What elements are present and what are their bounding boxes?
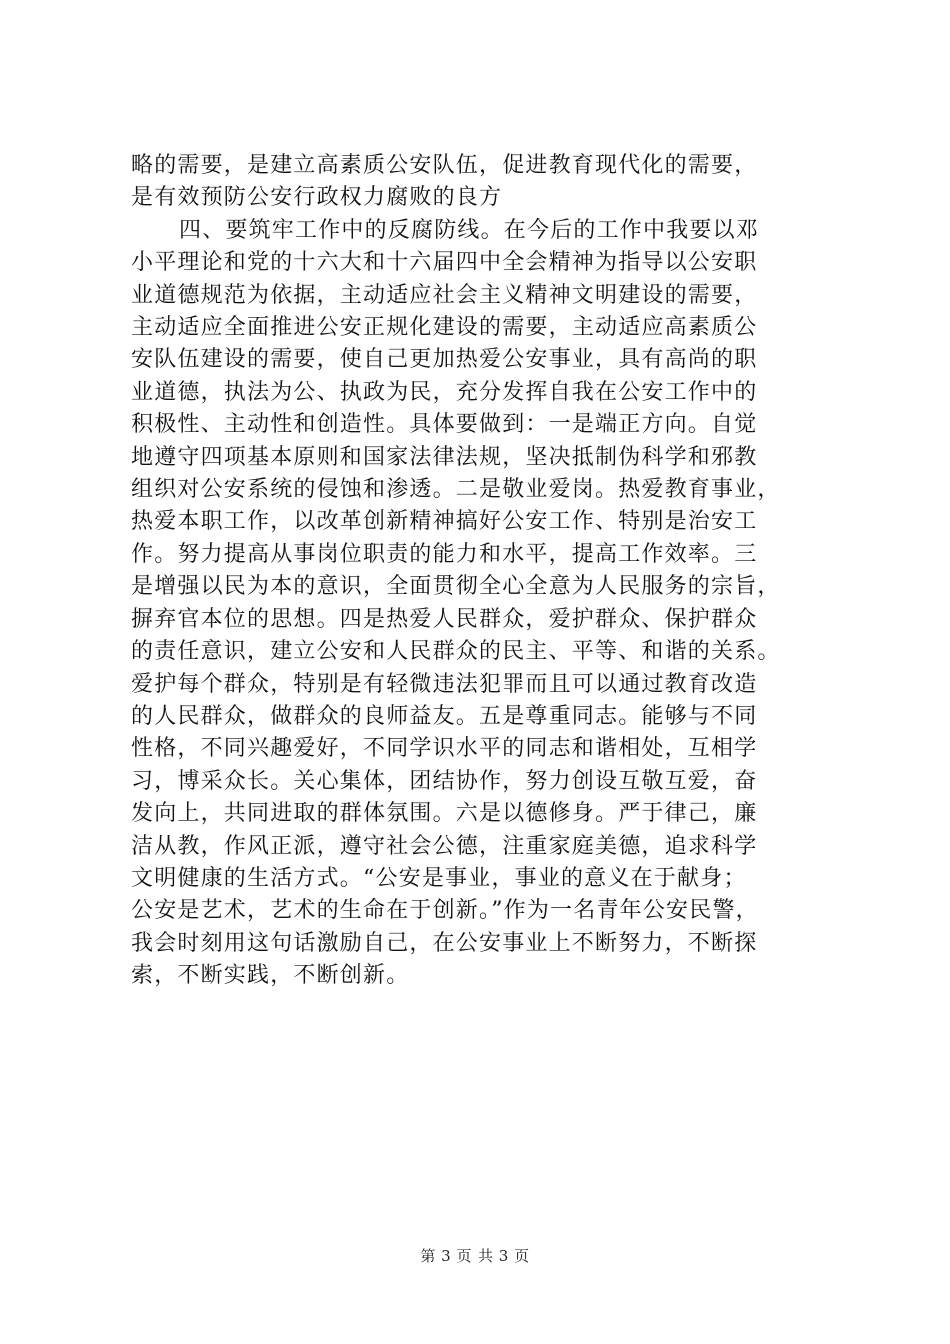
text-line: 小平理论和党的十六大和十六届四中全会精神为指导以公安职 bbox=[131, 250, 758, 276]
text-line: 地遵守四项基本原则和国家法律法规，坚决抵制伪科学和邪教 bbox=[131, 444, 758, 470]
text-line: 四、要筑牢工作中的反腐防线。在今后的工作中我要以邓 bbox=[179, 217, 760, 243]
text-line: 的人民群众，做群众的良师益友。五是尊重同志。能够与不同 bbox=[131, 703, 758, 729]
text-line: 积极性、主动性和创造性。具体要做到：一是端正方向。自觉 bbox=[131, 412, 758, 438]
text-line: 是增强以民为本的意识，全面贯彻全心全意为人民服务的宗旨， bbox=[131, 574, 781, 600]
text-line: 安队伍建设的需要，使自己更加热爱公安事业，具有高尚的职 bbox=[131, 347, 758, 373]
paragraph-anti-corruption bbox=[131, 215, 831, 993]
text-line: 公安是艺术，艺术的生命在于创新。”作为一名青年公安民警， bbox=[131, 898, 759, 924]
text-line: 业道德，执法为公、执政为民，充分发挥自我在公安工作中的 bbox=[131, 379, 758, 405]
text-line: 作。努力提高从事岗位职责的能力和水平，提高工作效率。三 bbox=[131, 541, 758, 567]
document-body bbox=[131, 150, 831, 993]
text-line: 主动适应全面推进公安正规化建设的需要，主动适应高素质公 bbox=[131, 315, 758, 341]
text-line: 我会时刻用这句话激励自己，在公安事业上不断努力，不断探 bbox=[131, 930, 758, 956]
text-line: 文明健康的生活方式。“公安是事业，事业的意义在于献身； bbox=[131, 865, 747, 891]
text-line: 略的需要，是建立高素质公安队伍，促进教育现代化的需要， bbox=[131, 153, 758, 178]
page-number-total: 共 3 页 bbox=[478, 1247, 530, 1265]
text-line: 洁从教，作风正派，遵守社会公德，注重家庭美德，追求科学 bbox=[131, 833, 758, 859]
text-line: 摒弃官本位的思想。四是热爱人民群众，爱护群众、保护群众 bbox=[131, 606, 758, 632]
text-line: 习，博采众长。关心集体，团结协作，努力创设互敬互爱，奋 bbox=[131, 768, 758, 794]
paragraph-continuation bbox=[131, 150, 831, 215]
page-number-current: 第 3 页 bbox=[420, 1247, 472, 1265]
page-footer bbox=[0, 1245, 950, 1266]
text-line: 组织对公安系统的侵蚀和渗透。二是敬业爱岗。热爱教育事业， bbox=[131, 477, 781, 503]
text-line: 性格，不同兴趣爱好，不同学识水平的同志和谐相处，互相学 bbox=[131, 736, 758, 762]
text-line: 索，不断实践，不断创新。 bbox=[131, 963, 410, 989]
text-line: 热爱本职工作，以改革创新精神搞好公安工作、特别是治安工 bbox=[131, 509, 758, 535]
text-line: 的责任意识，建立公安和人民群众的民主、平等、和谐的关系。 bbox=[131, 639, 781, 665]
text-line: 爱护每个群众，特别是有轻微违法犯罪而且可以通过教育改造 bbox=[131, 671, 758, 697]
text-line: 业道德规范为依据，主动适应社会主义精神文明建设的需要， bbox=[131, 282, 758, 308]
text-line: 发向上，共同进取的群体氛围。六是以德修身。严于律己，廉 bbox=[131, 801, 758, 827]
text-line: 是有效预防公安行政权力腐败的良方 bbox=[131, 185, 503, 211]
